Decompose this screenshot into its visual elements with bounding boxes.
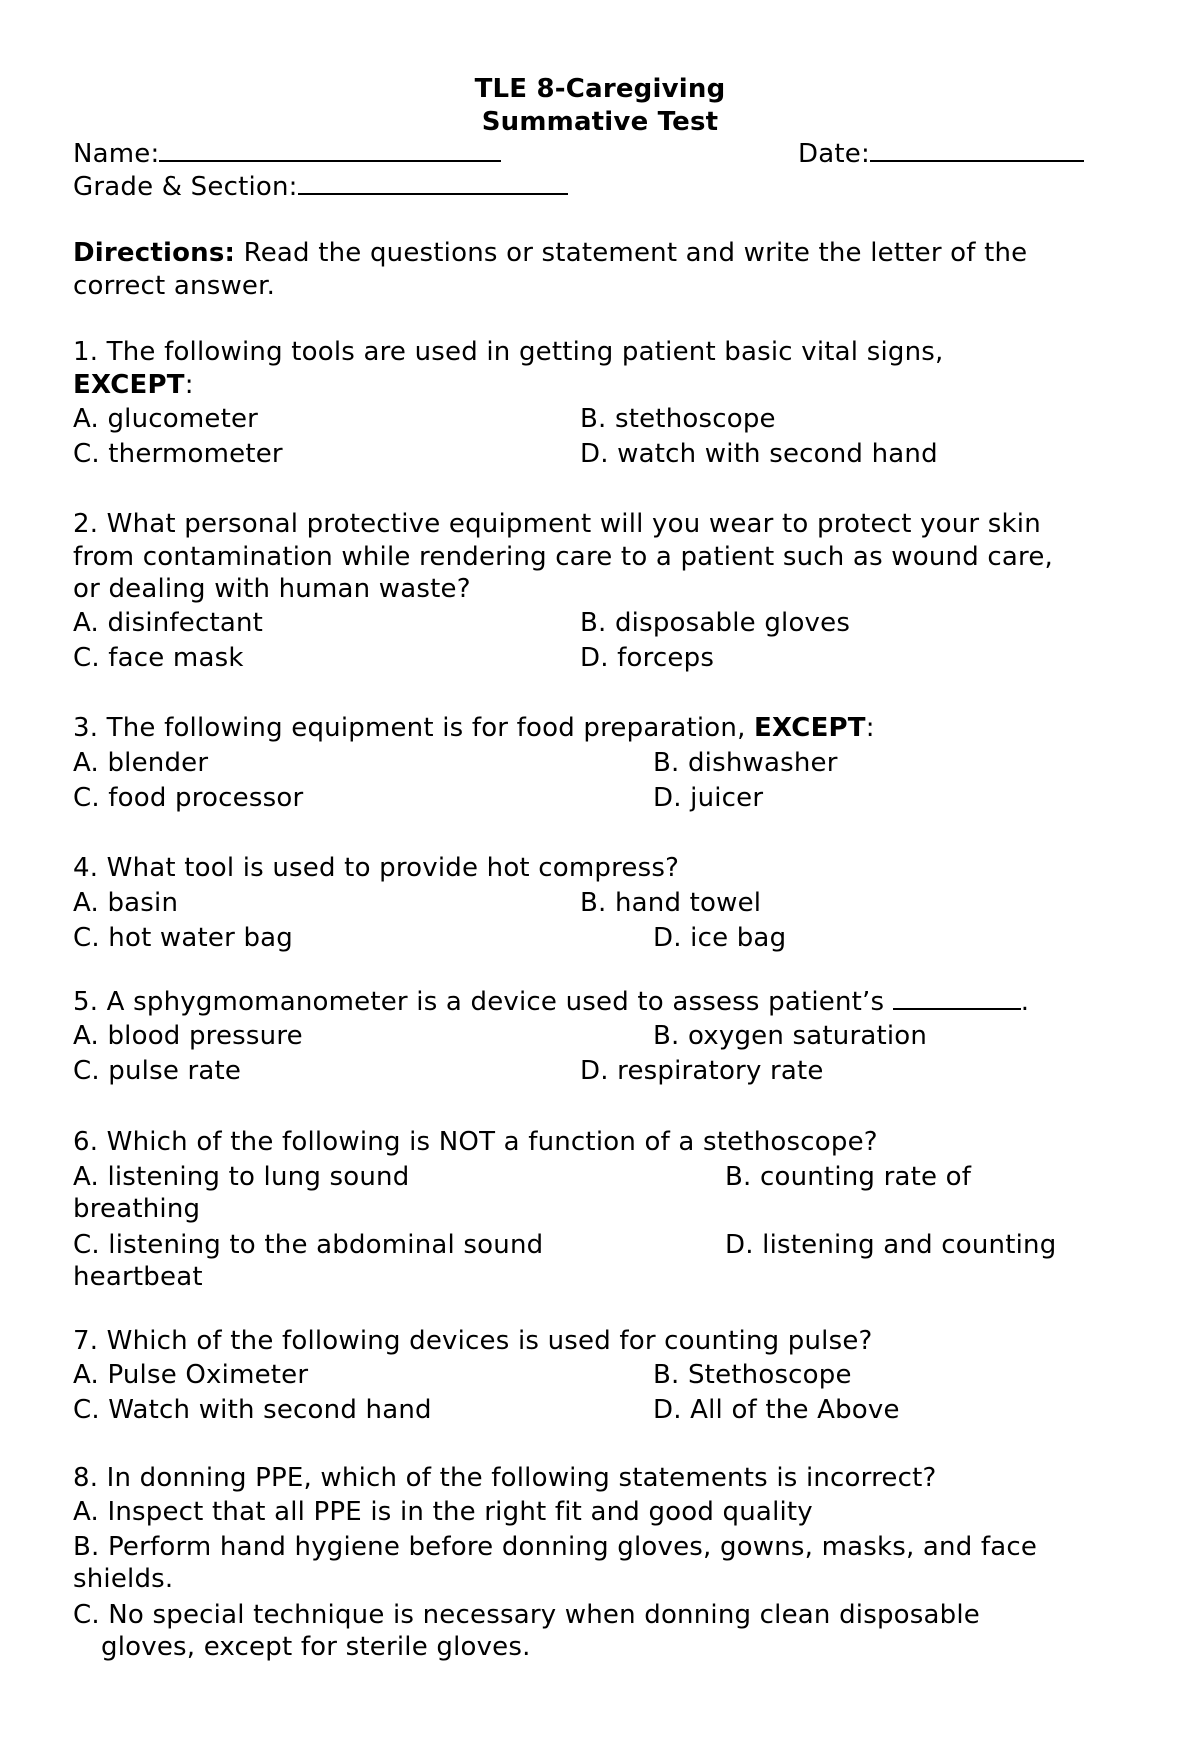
- name-label: Name:: [73, 139, 160, 169]
- q1-stem: 1. The following tools are used in getting patient basic vital signs,: [73, 337, 944, 367]
- q1-stem-2: [73, 369, 194, 401]
- q3-option-c: C. food processor: [73, 783, 304, 813]
- q4-option-c: C. hot water bag: [73, 923, 294, 953]
- page-title: TLE 8-Caregiving: [474, 74, 726, 104]
- date-field[interactable]: [798, 138, 1084, 170]
- q5-period: .: [1020, 987, 1030, 1017]
- grade-section-label: Grade & Section:: [73, 172, 298, 202]
- q4-option-d: D. ice bag: [653, 923, 787, 953]
- q6-option-b: B. counting rate of: [725, 1162, 972, 1192]
- q5-option-a: A. blood pressure: [73, 1021, 303, 1051]
- date-label: Date:: [798, 139, 870, 169]
- q8-option-b-cont: shields.: [73, 1564, 174, 1594]
- q7-option-d: D. All of the Above: [653, 1395, 900, 1425]
- name-field[interactable]: [73, 138, 501, 170]
- grade-section-blank[interactable]: [298, 171, 568, 195]
- q5-answer-blank[interactable]: [893, 986, 1021, 1010]
- q5-stem-text: 5. A sphygmomanometer is a device used to assess patient’s: [73, 987, 893, 1017]
- q5-option-d: D. respiratory rate: [580, 1056, 824, 1086]
- q2-stem-3: or dealing with human waste?: [73, 574, 471, 604]
- q7-option-a: A. Pulse Oximeter: [73, 1360, 309, 1390]
- q8-option-c-cont: gloves, except for sterile gloves.: [101, 1632, 531, 1662]
- q4-stem: 4. What tool is used to provide hot compress?: [73, 853, 680, 883]
- q6-option-a: A. listening to lung sound: [73, 1162, 410, 1192]
- q3-option-b: B. dishwasher: [653, 748, 838, 778]
- q6-option-d: D. listening and counting: [725, 1230, 1057, 1260]
- page-subtitle: Summative Test: [481, 107, 719, 137]
- q3-except: EXCEPT: [754, 713, 866, 743]
- q8-option-c: C. No special technique is necessary when donning clean disposable: [73, 1600, 980, 1630]
- q1-option-a: A. glucometer: [73, 404, 259, 434]
- grade-section-field[interactable]: [73, 171, 568, 203]
- q2-stem-2: from contamination while rendering care to a patient such as wound care,: [73, 542, 1053, 572]
- q4-option-a: A. basin: [73, 888, 179, 918]
- q2-option-a: A. disinfectant: [73, 608, 264, 638]
- q1-colon: :: [184, 370, 194, 400]
- q1-option-d: D. watch with second hand: [580, 439, 938, 469]
- q1-except: EXCEPT: [73, 370, 185, 400]
- date-blank[interactable]: [870, 138, 1084, 162]
- q6-option-c: C. listening to the abdominal sound: [73, 1230, 544, 1260]
- q8-option-a: A. Inspect that all PPE is in the right fit and good quality: [73, 1497, 813, 1527]
- q8-stem: 8. In donning PPE, which of the following statements is incorrect?: [73, 1463, 937, 1493]
- q5-option-c: C. pulse rate: [73, 1056, 242, 1086]
- q1-option-b: B. stethoscope: [580, 404, 776, 434]
- q2-option-b: B. disposable gloves: [580, 608, 851, 638]
- q5-option-b: B. oxygen saturation: [653, 1021, 928, 1051]
- q5-stem: [73, 986, 1029, 1018]
- name-blank[interactable]: [159, 138, 501, 162]
- directions-line-1: [73, 237, 1027, 269]
- q3-stem: [73, 712, 875, 744]
- q6-option-d-cont: heartbeat: [73, 1262, 203, 1292]
- q8-option-b: B. Perform hand hygiene before donning gloves, gowns, masks, and face: [73, 1532, 1038, 1562]
- q3-option-a: A. blender: [73, 748, 209, 778]
- q4-option-b: B. hand towel: [580, 888, 762, 918]
- q6-option-b-cont: breathing: [73, 1194, 201, 1224]
- q2-option-c: C. face mask: [73, 643, 244, 673]
- q1-option-c: C. thermometer: [73, 439, 283, 469]
- q3-option-d: D. juicer: [653, 783, 764, 813]
- q2-option-d: D. forceps: [580, 643, 715, 673]
- directions-text: Read the questions or statement and write the letter of the: [235, 238, 1028, 268]
- q7-stem: 7. Which of the following devices is used for counting pulse?: [73, 1326, 873, 1356]
- q3-stem-text: 3. The following equipment is for food preparation,: [73, 713, 755, 743]
- q3-colon: :: [865, 713, 875, 743]
- q7-option-b: B. Stethoscope: [653, 1360, 852, 1390]
- q7-option-c: C. Watch with second hand: [73, 1395, 432, 1425]
- q2-stem-1: 2. What personal protective equipment will you wear to protect your skin: [73, 509, 1041, 539]
- directions-line-2: correct answer.: [73, 271, 276, 301]
- q6-stem: 6. Which of the following is NOT a function of a stethoscope?: [73, 1127, 878, 1157]
- directions-label: Directions:: [73, 238, 236, 268]
